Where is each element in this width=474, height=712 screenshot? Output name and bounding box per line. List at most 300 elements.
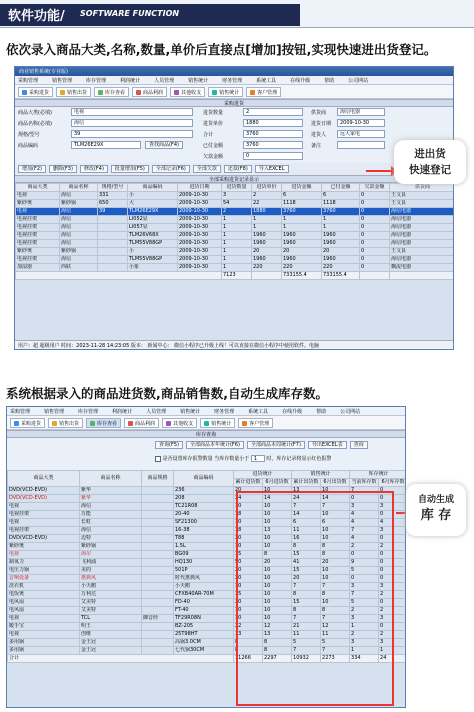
column-header-10[interactable]: 供货商 [390, 184, 455, 192]
table-cell: 54 [222, 200, 252, 208]
action-button-3[interactable] [111, 165, 149, 173]
toolbar-button-1[interactable] [48, 418, 83, 428]
table-cell: 8 [263, 639, 292, 647]
menu-item-2[interactable] [78, 409, 105, 415]
table-row[interactable] [16, 256, 455, 264]
sub-header-4[interactable]: 当前库存数 [351, 479, 377, 485]
table-cell: 音响设备 [8, 575, 80, 583]
table-cell: 4 [350, 535, 379, 543]
table-row[interactable] [16, 248, 455, 256]
table-cell: 飘流电器 [390, 264, 455, 272]
table-cell: 1 [252, 224, 282, 232]
alarm-settings [155, 455, 331, 462]
table-cell: 10 [321, 567, 350, 575]
menu-item-9[interactable] [316, 409, 333, 415]
column-header-2[interactable]: 规格/型号 [98, 184, 128, 192]
callout-1-arrow [366, 170, 392, 172]
toolbar-button-0[interactable] [18, 87, 53, 97]
table-cell: 1 [350, 647, 379, 655]
window-titlebar: 商业销售系统(专业版) [15, 67, 453, 76]
table-cell: 650 [98, 200, 128, 208]
table-cell: 10 [263, 519, 292, 527]
table-cell: 10 [263, 583, 292, 591]
table-cell: 小象 [128, 264, 178, 272]
table-cell: 3760 [282, 208, 322, 216]
table-cell: 万能 [80, 511, 142, 519]
table-cell: 6 [321, 519, 350, 527]
table-cell: 1 [379, 647, 406, 655]
action-button-2[interactable] [80, 165, 108, 173]
table-row[interactable] [16, 208, 455, 216]
tool-icon-1 [60, 90, 65, 95]
action-button-5[interactable] [193, 165, 221, 173]
table-cell: 1960 [252, 240, 282, 248]
table-cell: 0 [360, 224, 390, 232]
tool-icon-1 [52, 421, 57, 426]
table-cell: 50 [234, 559, 263, 567]
table-cell: 海信电器 [390, 240, 455, 248]
table-cell: 0 [360, 256, 390, 264]
menu-item-4[interactable] [146, 409, 173, 415]
column-header-0[interactable]: 商品大类 [16, 184, 60, 192]
toolbar [7, 416, 405, 430]
find-product-button[interactable]: 查找商品(F4) [145, 141, 183, 149]
query-button-label-4: 查询 [353, 442, 364, 448]
qty-input[interactable]: 2 [243, 108, 303, 116]
menu-item-3[interactable] [120, 78, 147, 84]
table-cell: 2009-10-30 [178, 248, 222, 256]
toolbar-button-label-3: 商品利润 [143, 90, 164, 96]
table-row[interactable] [16, 240, 455, 248]
table-cell: 15 [234, 591, 263, 599]
owe-input[interactable]: 0 [243, 152, 303, 160]
menu-bar [7, 407, 405, 416]
menu-item-5[interactable] [180, 409, 207, 415]
tool-icon-6 [242, 421, 247, 426]
sub-header-0[interactable]: 累计进货数 [235, 479, 261, 485]
table-cell: 7 [292, 583, 321, 591]
toolbar-button-4[interactable] [162, 418, 197, 428]
menu-item-10[interactable] [348, 78, 375, 84]
menu-item-1[interactable] [44, 409, 71, 415]
status-bar [15, 340, 453, 349]
menu-item-0[interactable] [10, 409, 37, 415]
column-header-3[interactable]: 商品编码 [128, 184, 178, 192]
table-cell: 2009-10-30 [178, 256, 222, 264]
table-cell: 236 [174, 487, 234, 495]
toolbar-button-6[interactable] [246, 87, 281, 97]
purchase-window [14, 66, 454, 350]
price-input[interactable]: 1880 [243, 119, 303, 127]
table-cell: 15 [292, 599, 321, 607]
table-cell [142, 623, 174, 631]
menu-item-6[interactable] [214, 409, 241, 415]
menu-item-0[interactable] [18, 78, 45, 84]
column-header-1[interactable]: 商品名称 [60, 184, 98, 192]
table-cell: 0 [379, 567, 406, 575]
table-cell: 13 [263, 527, 292, 535]
table-cell: 7 [350, 591, 379, 599]
table-cell: 金王冠 [80, 647, 142, 655]
menu-item-label-9: 帮助 [316, 409, 327, 415]
sum-label: 合计 [8, 655, 234, 663]
column-header-0[interactable]: 商品大类 [8, 471, 80, 487]
spec-input[interactable]: 39 [71, 130, 193, 138]
table-cell: 208 [174, 495, 234, 503]
table-cell: 明王 [80, 623, 142, 631]
query-button-1[interactable] [186, 441, 244, 449]
menu-item-label-8: 在线升级 [290, 78, 311, 84]
sum-cell: 11266 [234, 655, 263, 663]
menu-item-4[interactable] [154, 78, 181, 84]
menu-item-10[interactable] [340, 409, 367, 415]
table-cell: 10 [263, 487, 292, 495]
menu-item-label-2: 库存管理 [86, 78, 107, 84]
table-cell: 2009-10-30 [178, 232, 222, 240]
table-cell: 暖手宝 [8, 623, 80, 631]
action-button-7[interactable] [255, 165, 289, 173]
alarm-checkbox-label: 是否设置库存报警数量 [162, 456, 213, 462]
table-cell: 2 [379, 591, 406, 599]
sum-amount: 733155.4 [282, 272, 322, 280]
table-cell: 0 [379, 511, 406, 519]
menu-item-label-6: 财务管理 [214, 409, 235, 415]
column-header-6[interactable]: 进货单价 [252, 184, 282, 192]
table-cell: 3 [222, 192, 252, 200]
menu-item-8[interactable] [290, 78, 317, 84]
table-cell: 5 [350, 567, 379, 575]
person-label: 进货人 [311, 132, 327, 138]
table-cell: 20-40 [174, 511, 234, 519]
toolbar-button-label-2: 库存查看 [97, 421, 118, 427]
table-cell: 电视挂架 [16, 216, 60, 224]
menu-item-label-4: 人员管理 [154, 78, 175, 84]
table-cell: DVD(VCD-EVD) [8, 487, 80, 495]
alarm-checkbox[interactable] [155, 456, 161, 462]
table-cell: 8 [321, 551, 350, 559]
table-cell: 21 [292, 623, 321, 631]
table-cell: 8 [263, 551, 292, 559]
table-cell: 6 [292, 519, 321, 527]
table-cell: 2009-10-30 [178, 200, 222, 208]
table-cell: 电视挂架 [16, 224, 60, 232]
query-buttons [155, 441, 371, 449]
callout-1 [394, 140, 466, 184]
table-cell [142, 591, 174, 599]
toolbar-button-5[interactable] [208, 87, 243, 97]
table-cell [142, 583, 174, 591]
table-cell: 10 [321, 527, 350, 535]
table-cell: 18 [234, 511, 263, 519]
menu-item-7[interactable] [256, 78, 283, 84]
code-input[interactable]: TLM26E29X [71, 141, 141, 149]
toolbar-button-4[interactable] [170, 87, 205, 97]
qty-label: 进货数量 [203, 110, 224, 116]
column-header-1[interactable]: 商品名称 [80, 471, 142, 487]
table-row[interactable] [16, 232, 455, 240]
sub-header-5[interactable]: 6月库存数 [379, 479, 406, 487]
menu-item-8[interactable] [282, 409, 309, 415]
menu-item-label-5: 销售统计 [180, 409, 201, 415]
total-input[interactable]: 3760 [243, 130, 303, 138]
tool-icon-4 [166, 421, 171, 426]
table-row[interactable] [16, 216, 455, 224]
toolbar-button-0[interactable] [10, 418, 45, 428]
table-cell: LI057显 [128, 224, 178, 232]
table-cell: 3 [350, 639, 379, 647]
table-cell: 海信 [60, 216, 98, 224]
table-cell: 18 [234, 527, 263, 535]
column-header-7[interactable]: 进货金额 [282, 184, 322, 192]
supplier-input[interactable]: 海信电器 [337, 108, 385, 116]
table-cell: 电视挂架 [16, 256, 60, 264]
table-cell [98, 216, 128, 224]
category-input[interactable]: 电视 [71, 108, 193, 116]
action-button-0[interactable] [18, 165, 46, 173]
table-row[interactable] [16, 200, 455, 208]
table-cell: 电压力锅 [8, 567, 80, 575]
table-cell: 10 [234, 543, 263, 551]
action-button-label-3: 批量增加(F5) [114, 166, 145, 172]
toolbar-button-label-4: 其他收支 [173, 421, 194, 427]
table-cell: 10 [263, 511, 292, 519]
toolbar-button-6[interactable] [238, 418, 273, 428]
table-cell: 小 [128, 248, 178, 256]
column-header-5[interactable]: 进货数量 [222, 184, 252, 192]
table-cell [142, 503, 174, 511]
spec-label: 规格/型号 [18, 132, 40, 138]
table-cell: TLM55V88GP [128, 240, 178, 248]
paid-input[interactable]: 3760 [243, 141, 303, 149]
table-cell: 1.5L [174, 543, 234, 551]
table-cell: 0 [350, 551, 379, 559]
table-cell: 22 [252, 200, 282, 208]
table-cell: 紫砂煲 [8, 543, 80, 551]
table-cell [142, 607, 174, 615]
alarm-threshold-input[interactable]: 1 [251, 455, 265, 462]
table-cell: 10 [263, 607, 292, 615]
table-cell [98, 240, 128, 248]
column-header-9[interactable]: 欠款金额 [360, 184, 390, 192]
table-cell: 11 [321, 631, 350, 639]
table-cell: 16-38 [174, 527, 234, 535]
sub-header-1[interactable]: 6月进货数 [263, 479, 292, 487]
column-header-3[interactable]: 商品编码 [174, 471, 234, 487]
table-cell [142, 639, 174, 647]
table-cell: 电视挂架 [8, 527, 80, 535]
table-cell: 10 [263, 567, 292, 575]
query-button-3[interactable] [308, 441, 347, 449]
table-cell: DVD(VCD-EVD) [8, 495, 80, 503]
table-cell: 惠典风 [80, 575, 142, 583]
table-cell: 15 [234, 551, 263, 559]
table-cell: 0 [379, 535, 406, 543]
menu-item-label-7: 系统工具 [256, 78, 277, 84]
table-cell: 海信 [60, 192, 98, 200]
tool-icon-2 [90, 421, 95, 426]
toolbar-button-5[interactable] [200, 418, 235, 428]
table-row[interactable] [16, 264, 455, 272]
category-label: 商品大类(必填) [18, 110, 52, 116]
query-button-label-2: 全部商品本周统计(F7) [250, 442, 301, 448]
sum-cell: 334 [350, 655, 379, 663]
table-cell: 3 [379, 639, 406, 647]
table-cell: 8 [292, 607, 321, 615]
table-cell: 紫砂锅 [80, 543, 142, 551]
table-cell: 御音经 [142, 615, 174, 623]
table-cell: 7 [321, 615, 350, 623]
menu-item-2[interactable] [86, 78, 113, 84]
table-cell: 高锅3.0CM [174, 639, 234, 647]
toolbar-button-2[interactable] [94, 87, 129, 97]
table-cell: 电视 [8, 519, 80, 527]
toolbar-button-3[interactable] [132, 87, 167, 97]
table-cell: 电视挂架 [16, 232, 60, 240]
table-cell: 7 [350, 527, 379, 535]
name-input[interactable]: 海信 [71, 119, 193, 127]
table-cell: 2 [379, 607, 406, 615]
action-button-6[interactable] [224, 165, 252, 173]
table-cell: 0 [379, 559, 406, 567]
table-cell: 海信 [60, 208, 98, 216]
toolbar-button-label-1: 销售出货 [67, 90, 88, 96]
table-cell: 创维 [80, 631, 142, 639]
column-header-4[interactable]: 进货日期 [178, 184, 222, 192]
price-label: 进货单价 [203, 121, 224, 127]
table-cell: 10 [263, 503, 292, 511]
table-cell: 艾美特 [80, 599, 142, 607]
table-cell: 1 [222, 240, 252, 248]
table-cell: 0 [379, 551, 406, 559]
menu-item-7[interactable] [248, 409, 275, 415]
date-input[interactable]: 2009-10-30 [337, 119, 385, 127]
table-cell: 紫华 [80, 495, 142, 503]
table-cell: 2 [350, 543, 379, 551]
table-cell: 10 [234, 607, 263, 615]
table-cell: FT-40 [174, 607, 234, 615]
sum-qty: 7123 [222, 272, 252, 280]
table-cell: 8 [321, 591, 350, 599]
table-cell: 8 [263, 647, 292, 655]
table-cell [142, 599, 174, 607]
menu-item-6[interactable] [222, 78, 249, 84]
table-cell [98, 256, 128, 264]
toolbar [15, 85, 453, 99]
table-cell: 20 [234, 567, 263, 575]
sub-header-3[interactable]: 6月出货数 [321, 479, 350, 487]
table-cell: 0 [379, 495, 406, 503]
column-header-2[interactable]: 商品规格 [142, 471, 174, 487]
menu-item-label-5: 销售统计 [188, 78, 209, 84]
table-cell: 0 [360, 208, 390, 216]
table-cell: 8 [321, 607, 350, 615]
toolbar-button-3[interactable] [124, 418, 159, 428]
menu-item-label-1: 销售管理 [44, 409, 65, 415]
supplier-label: 供货商 [311, 110, 327, 116]
table-cell: 20 [263, 559, 292, 567]
toolbar-button-label-3: 商品利润 [135, 421, 156, 427]
table-cell: 海信 [60, 224, 98, 232]
query-button-label-3: 导出EXCEL表 [311, 442, 343, 448]
table-cell: 0 [360, 248, 390, 256]
table-cell: 10 [263, 599, 292, 607]
table-cell: DVD(VCD-EVD) [8, 535, 80, 543]
menu-item-1[interactable] [52, 78, 79, 84]
headline-1: 依次录入商品大类,名称,数量,单价后直接点[增加]按钮,实现快速进出货登记。 [6, 42, 437, 57]
action-button-1[interactable] [49, 165, 77, 173]
toolbar-button-1[interactable] [56, 87, 91, 97]
table-cell: 10 [321, 575, 350, 583]
table-cell: 501P [174, 567, 234, 575]
callout-2 [406, 484, 466, 536]
note-label: 备注 [311, 143, 322, 149]
query-button-0[interactable] [155, 441, 183, 449]
menu-item-label-3: 利润统计 [112, 409, 133, 415]
table-row[interactable] [16, 224, 455, 232]
action-button-4[interactable] [152, 165, 190, 173]
table-cell: 1118 [282, 200, 322, 208]
toolbar-button-2[interactable] [86, 418, 121, 428]
purchase-table [15, 183, 454, 280]
table-cell: 1960 [322, 240, 360, 248]
table-cell: 海信 [80, 503, 142, 511]
query-button-label-0: 查询(F5) [159, 442, 179, 448]
table-cell [142, 519, 174, 527]
menu-item-3[interactable] [112, 409, 139, 415]
date-label: 进货日期 [311, 121, 332, 127]
sub-header-2[interactable]: 累计出货数 [293, 479, 319, 485]
alarm-threshold-label: 当库存数量小于 [214, 456, 250, 462]
query-button-2[interactable] [247, 441, 305, 449]
table-cell: 10 [263, 591, 292, 599]
toolbar-button-label-6: 客户管理 [249, 421, 270, 427]
table-cell: 2009-10-30 [178, 240, 222, 248]
note-input[interactable] [337, 141, 385, 149]
table-cell: 0 [360, 240, 390, 248]
table-cell: 2 [350, 631, 379, 639]
table-cell: 8 [292, 591, 321, 599]
table-cell: 0 [360, 264, 390, 272]
table-cell: 4 [350, 519, 379, 527]
action-button-label-6: 还款(F8) [227, 166, 248, 172]
table-cell: 0 [360, 192, 390, 200]
query-button-4[interactable] [350, 441, 368, 449]
table-cell [142, 511, 174, 519]
code-label: 商品编码 [18, 143, 39, 149]
table-row[interactable] [16, 192, 455, 200]
table-cell: 0 [379, 599, 406, 607]
table-cell: 10 [321, 535, 350, 543]
table-cell: 6 [322, 192, 360, 200]
table-cell: 14 [292, 511, 321, 519]
table-cell: 13 [263, 631, 292, 639]
table-cell: 王文良 [390, 248, 455, 256]
callout-2-line-2: 库 存 [420, 508, 452, 523]
menu-item-5[interactable] [188, 78, 215, 84]
person-input[interactable]: 远大家电 [337, 130, 385, 138]
table-cell: 大 [128, 200, 178, 208]
table-cell: 制氧力 [8, 559, 80, 567]
menu-item-9[interactable] [324, 78, 341, 84]
table-cell: 24 [292, 495, 321, 503]
purchase-form [15, 107, 453, 163]
toolbar-button-label-1: 销售出货 [59, 421, 80, 427]
table-cell: 艾美特 [80, 607, 142, 615]
table-cell: 万利达 [80, 591, 142, 599]
action-button-label-2: 修改(F4) [83, 166, 104, 172]
table-cell: 7 [292, 647, 321, 655]
column-header-8[interactable]: 已付金额 [322, 184, 360, 192]
